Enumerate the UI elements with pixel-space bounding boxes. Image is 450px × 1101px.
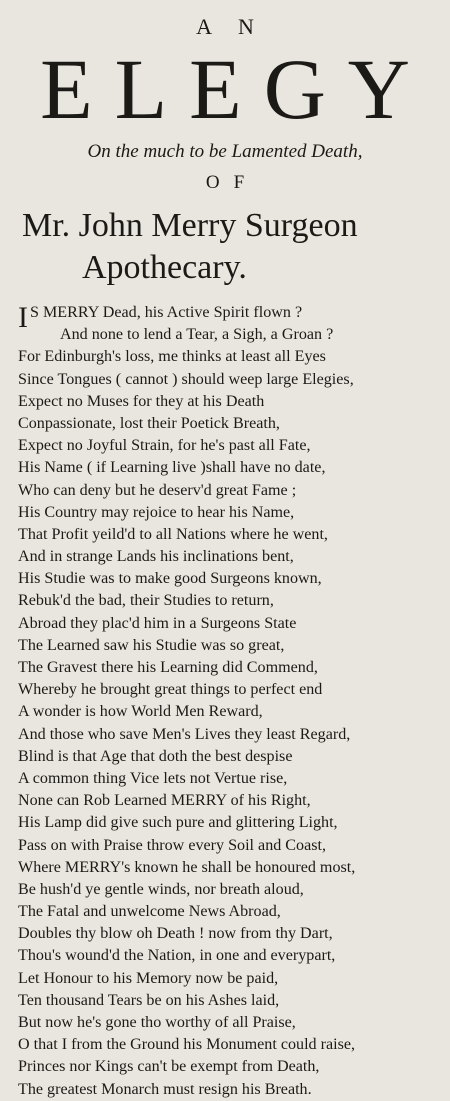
poem-line: His Lamp did give such pure and glittering Light, bbox=[18, 814, 338, 832]
poem-line: Expect no Joyful Strain, for he's past all Fate, bbox=[18, 437, 311, 455]
poem-line: Let Honour to his Memory now be paid, bbox=[18, 969, 279, 987]
poem-line: The Gravest there his Learning did Commend, bbox=[18, 659, 318, 676]
poem-line: The Learned saw his Studie was so great, bbox=[18, 636, 285, 654]
poem-line: And those who save Men's Lives they least Regard, bbox=[18, 725, 351, 743]
poem-lines bbox=[18, 302, 443, 1101]
poem-line: Blind is that Age that doth the best despise bbox=[18, 747, 293, 765]
poem-line: His Name ( if Learning live )shall have no date, bbox=[18, 459, 326, 477]
poem-line: And in strange Lands his inclinations bent, bbox=[18, 548, 294, 566]
poem-line: A wonder is how World Men Reward, bbox=[18, 703, 263, 721]
poem-body bbox=[18, 302, 443, 1101]
poem-line: S MERRY Dead, his Active Spirit flown ? bbox=[30, 304, 303, 321]
poem-line: The Fatal and unwelcome News Abroad, bbox=[18, 903, 281, 921]
poem-line: Thou's wound'd the Nation, in one and everypart, bbox=[18, 947, 336, 965]
poem-line: Pass on with Praise throw every Soil and Coast, bbox=[18, 836, 326, 854]
heading-of: OF bbox=[205, 172, 259, 193]
poem-line: Where MERRY's known he shall be honoured most, bbox=[18, 858, 356, 876]
poem-line: Conpassionate, lost their Poetick Breath, bbox=[18, 414, 280, 432]
poem-line: Expect no Muses for they at his Death bbox=[18, 392, 265, 410]
poem-line: And none to lend a Tear, a Sigh, a Groan ? bbox=[60, 326, 334, 344]
drop-cap: I bbox=[18, 301, 28, 334]
poem-line: Rebuk'd the bad, their Studies to return, bbox=[18, 592, 274, 610]
heading-an: AN bbox=[196, 14, 280, 39]
poem-line: Princes nor Kings can't be exempt from Death, bbox=[18, 1058, 320, 1076]
poem-line: His Country may rejoice to hear his Name, bbox=[18, 503, 295, 521]
poem-line: His Studie was to make good Surgeons known, bbox=[18, 570, 322, 588]
poem-line: The greatest Monarch must resign his Breath. bbox=[18, 1080, 312, 1098]
poem-line: A common thing Vice lets not Vertue rise, bbox=[18, 769, 288, 787]
poem-line: But now he's gone tho worthy of all Praise, bbox=[18, 1014, 296, 1031]
subject-profession: Apothecary. bbox=[82, 249, 247, 286]
poem-line: Ten thousand Tears be on his Ashes laid, bbox=[18, 991, 280, 1009]
poem-line: Who can deny but he deserv'd great Fame ; bbox=[18, 481, 297, 499]
title-elegy: ELEGY bbox=[40, 41, 432, 137]
subtitle: On the much to be Lamented Death, bbox=[87, 141, 363, 162]
poem-line: Since Tongues ( cannot ) should weep large Elegies, bbox=[18, 370, 354, 388]
subject-name: Mr. John Merry Surgeon bbox=[22, 207, 358, 244]
poem-line: O that I from the Ground his Monument could raise, bbox=[18, 1036, 356, 1054]
poem-line: None can Rob Learned MERRY of his Right, bbox=[18, 792, 311, 810]
poem-line: That Profit yeild'd to all Nations where he went, bbox=[18, 525, 328, 543]
poem-line: Doubles thy blow oh Death ! now from thy Dart, bbox=[18, 925, 333, 943]
poem-line: Be hush'd ye gentle winds, nor breath aloud, bbox=[18, 880, 304, 898]
poem-line: Whereby he brought great things to perfect end bbox=[18, 681, 323, 699]
poem-line: Abroad they plac'd him in a Surgeons State bbox=[18, 614, 297, 632]
poem-line: For Edinburgh's loss, me thinks at least all Eyes bbox=[18, 348, 326, 366]
